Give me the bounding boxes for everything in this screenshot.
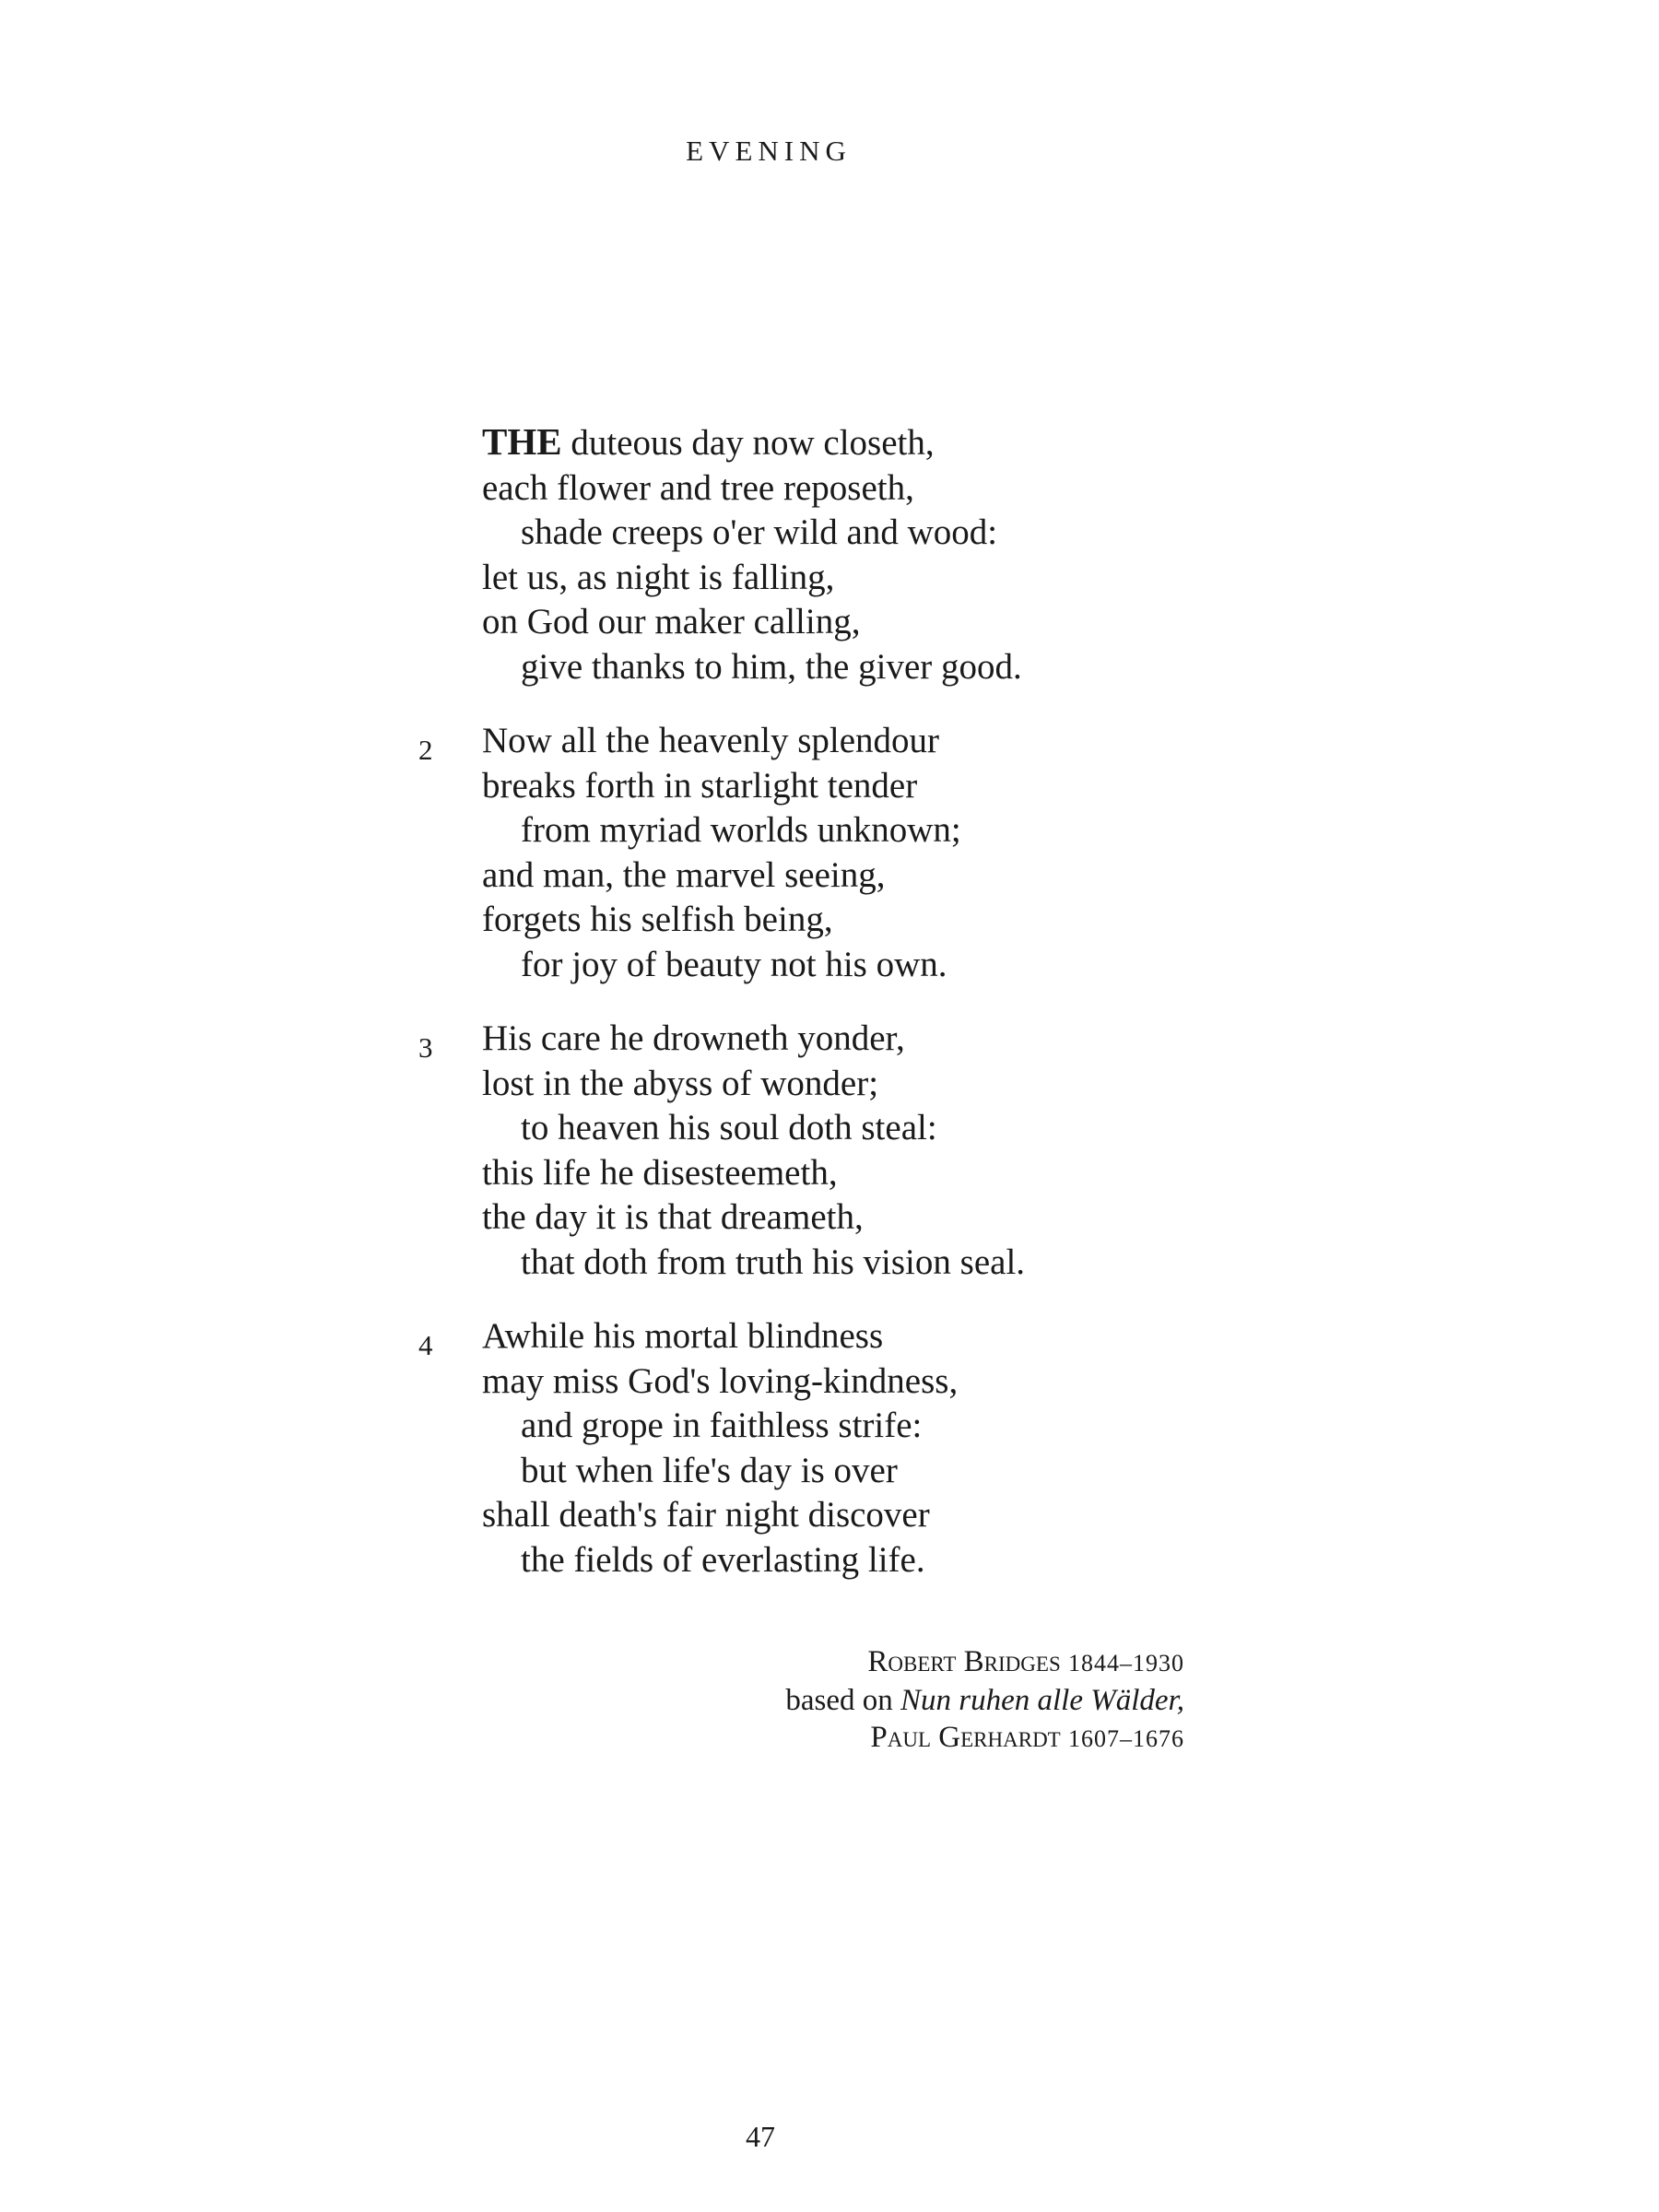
source-title: Nun ruhen alle Wälder,	[900, 1684, 1184, 1717]
verse-line: the fields of everlasting life.	[521, 1539, 925, 1580]
verse-line: forgets his selfish being,	[482, 900, 833, 939]
verse-line: His care he drowneth yonder,	[482, 1018, 905, 1058]
verse-4	[418, 1314, 1312, 1583]
author-line	[785, 1643, 1184, 1682]
verse-1	[482, 419, 1312, 689]
hymn-text	[418, 419, 1312, 1612]
verse-line: shall death's fair night discover	[482, 1495, 930, 1535]
verse-number: 3	[418, 1031, 433, 1064]
verse-line: give thanks to him, the giver good.	[521, 646, 1022, 687]
verse-line: and grope in faithless strife:	[521, 1406, 923, 1445]
verse-2	[418, 719, 1312, 987]
original-author-name: Paul Gerhardt	[870, 1721, 1061, 1754]
verse-line: lost in the abyss of wonder;	[482, 1063, 879, 1103]
opening-word: THE	[482, 420, 562, 463]
verse-line: the day it is that dreameth,	[482, 1197, 864, 1237]
verse-line: on God our maker calling,	[482, 602, 861, 641]
verse-line: that doth from truth his vision seal.	[521, 1241, 1026, 1282]
verse-line: but when life's day is over	[521, 1450, 898, 1490]
verse-number: 4	[418, 1329, 433, 1361]
verse-line: let us, as night is falling,	[482, 557, 835, 597]
verse-line: breaks forth in starlight tender	[482, 765, 918, 806]
verse-line: each flower and tree reposeth,	[482, 467, 914, 508]
verse-line: may miss God's loving-kindness,	[482, 1360, 959, 1401]
verse-line: and man, the marvel seeing,	[482, 854, 886, 895]
attribution	[785, 1643, 1184, 1758]
original-author-dates: 1607–1676	[1068, 1725, 1184, 1752]
verse-line: Awhile his mortal blindness	[482, 1316, 884, 1356]
verse-line: this life he disesteemeth,	[482, 1152, 838, 1193]
verse-3	[418, 1017, 1312, 1285]
page-header: EVENING	[686, 135, 852, 167]
verse-line	[482, 419, 1312, 466]
verse-line: Now all the heavenly splendour	[482, 721, 940, 760]
verse-number: 2	[418, 734, 433, 766]
author-dates: 1844–1930	[1068, 1650, 1184, 1677]
line-text: duteous day now closeth,	[561, 423, 935, 463]
page-number: 47	[746, 2120, 775, 2153]
verse-line: for joy of beauty not his own.	[521, 944, 947, 984]
source-line	[785, 1682, 1184, 1719]
author-name: Robert Bridges	[867, 1645, 1061, 1678]
verse-line: to heaven his soul doth steal:	[521, 1108, 937, 1147]
original-author-line	[785, 1719, 1184, 1758]
verse-line: shade creeps o'er wild and wood:	[521, 512, 998, 552]
based-on-prefix: based on	[785, 1684, 901, 1717]
verse-line: from myriad worlds unknown;	[521, 810, 961, 850]
